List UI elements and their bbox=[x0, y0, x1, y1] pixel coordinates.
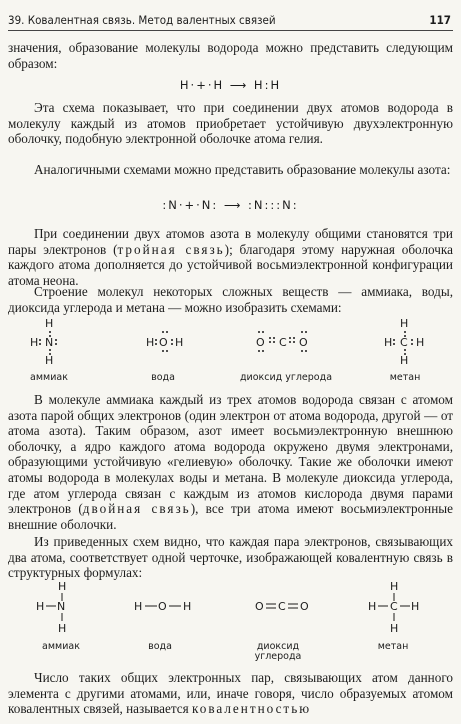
water-structural-caption: вода bbox=[148, 641, 172, 652]
triple-bond-term: тройная связь bbox=[117, 241, 225, 257]
nitrogen-formation-formula: :N·+·N: ⟶ :N:::N: bbox=[162, 198, 299, 212]
running-header bbox=[8, 12, 453, 31]
ammonia-lewis bbox=[30, 317, 57, 367]
svg-text:H: H bbox=[390, 622, 399, 635]
ammonia-structural-caption: аммиак bbox=[42, 641, 80, 652]
svg-text:C: C bbox=[390, 600, 398, 613]
water-lewis-caption: вода bbox=[151, 372, 175, 383]
svg-text:H: H bbox=[400, 354, 409, 367]
svg-text:H: H bbox=[58, 622, 67, 635]
svg-text:O: O bbox=[159, 336, 168, 349]
svg-text:H: H bbox=[416, 336, 425, 349]
svg-text:O: O bbox=[255, 600, 264, 613]
svg-text:C: C bbox=[400, 336, 408, 349]
svg-text:H: H bbox=[45, 317, 54, 330]
methane-lewis-caption: метан bbox=[389, 372, 421, 383]
co2-lewis-caption: диоксид углерода bbox=[239, 372, 333, 383]
page-number: 117 bbox=[429, 13, 451, 27]
svg-text:H: H bbox=[390, 580, 399, 593]
water-lewis bbox=[146, 331, 183, 352]
svg-text:H: H bbox=[30, 336, 39, 349]
svg-text:H: H bbox=[368, 600, 377, 613]
svg-text:H: H bbox=[134, 600, 143, 613]
svg-text:O: O bbox=[299, 336, 308, 349]
svg-text:H: H bbox=[36, 600, 45, 613]
svg-text:O: O bbox=[300, 600, 309, 613]
paragraph-3: Аналогичными схемами можно представить образование молекулы азота: bbox=[34, 162, 451, 177]
svg-text:H: H bbox=[411, 600, 420, 613]
svg-text:O: O bbox=[158, 600, 167, 613]
svg-text:N: N bbox=[45, 336, 54, 349]
paragraph-7: Из приведенных схем видно, что каждая пара электронов, связывающих два атома, соответствует одной черточке, изображающей ковалентную связь в структурных формулах: bbox=[8, 534, 453, 581]
methane-structural bbox=[368, 580, 419, 635]
svg-text:H: H bbox=[45, 354, 54, 367]
co2-structural bbox=[255, 600, 309, 613]
paragraph-6: В молекуле аммиака каждый из трех атомов водорода связан с атомом азота парой общих электронов (один электрон от атома водорода, другой — от атома азота). Таким образом, азот имеет восьмиэлектронную внешнюю оболочку, а ядро каждого атома водорода окружено двумя электронами, образующими устойчивую «гелиевую» оболочку. Такие же оболочки имеют атомы водорода в молекулах воды и метана. В молекуле диоксида углерода, где атом углерода связан с каждым из атомов кислорода двумя парами электронов (двойная связь), все три атома имеют восьмиэлектронные внешние оболочки. bbox=[8, 392, 453, 532]
svg-text:O: O bbox=[256, 336, 265, 349]
paragraph-2: Эта схема показывает, что при соединении двух атомов водорода в молекулу каждый из атомов приобретает устойчивую двухэлектронную оболочку, подобную электронной оболочке атома гелия. bbox=[8, 100, 453, 147]
svg-text:H: H bbox=[175, 336, 184, 349]
paragraph-1: значения, образование молекулы водорода можно представить следующим образом: bbox=[8, 40, 453, 71]
paragraph-4: При соединении двух атомов азота в молекулу общими становятся три пары электронов (тройная связь); благодаря этому наружная оболочка каждого атома дополняется до устойчивой восьмиэлектронной конфигурации атома неона. bbox=[8, 226, 453, 288]
structural-formulas bbox=[0, 580, 461, 640]
svg-text:C: C bbox=[278, 600, 286, 613]
double-bond-term: двойная связь bbox=[82, 501, 191, 517]
svg-text:C: C bbox=[279, 336, 287, 349]
co2-structural-caption: диоксид углерода bbox=[254, 641, 302, 662]
hydrogen-formation-formula: H·+·H ⟶ H:H bbox=[179, 78, 282, 92]
covalence-term: ковалентностью bbox=[191, 701, 312, 717]
svg-text:H: H bbox=[146, 336, 155, 349]
water-structural bbox=[134, 600, 191, 613]
svg-text:H: H bbox=[400, 317, 409, 330]
ammonia-structural bbox=[36, 580, 66, 635]
ammonia-lewis-caption: аммиак bbox=[30, 372, 68, 383]
chapter-title: 39. Ковалентная связь. Метод валентных связей bbox=[8, 13, 276, 27]
co2-lewis bbox=[256, 331, 308, 352]
svg-text:N: N bbox=[57, 600, 66, 613]
paragraph-5: Строение молекул некоторых сложных веществ — аммиака, воды, диоксида углерода и метана — можно изобразить схемами: bbox=[8, 284, 453, 315]
methane-lewis bbox=[384, 317, 424, 367]
svg-text:H: H bbox=[384, 336, 393, 349]
methane-structural-caption: метан bbox=[377, 641, 409, 652]
svg-text:H: H bbox=[183, 600, 192, 613]
svg-text:H: H bbox=[58, 580, 67, 593]
paragraph-8: Число таких общих электронных пар, связывающих атом данного элемента с другими атомами, или, иначе говоря, число образуемых атомом ковалентных связей, называется ковалентностью bbox=[8, 670, 453, 717]
